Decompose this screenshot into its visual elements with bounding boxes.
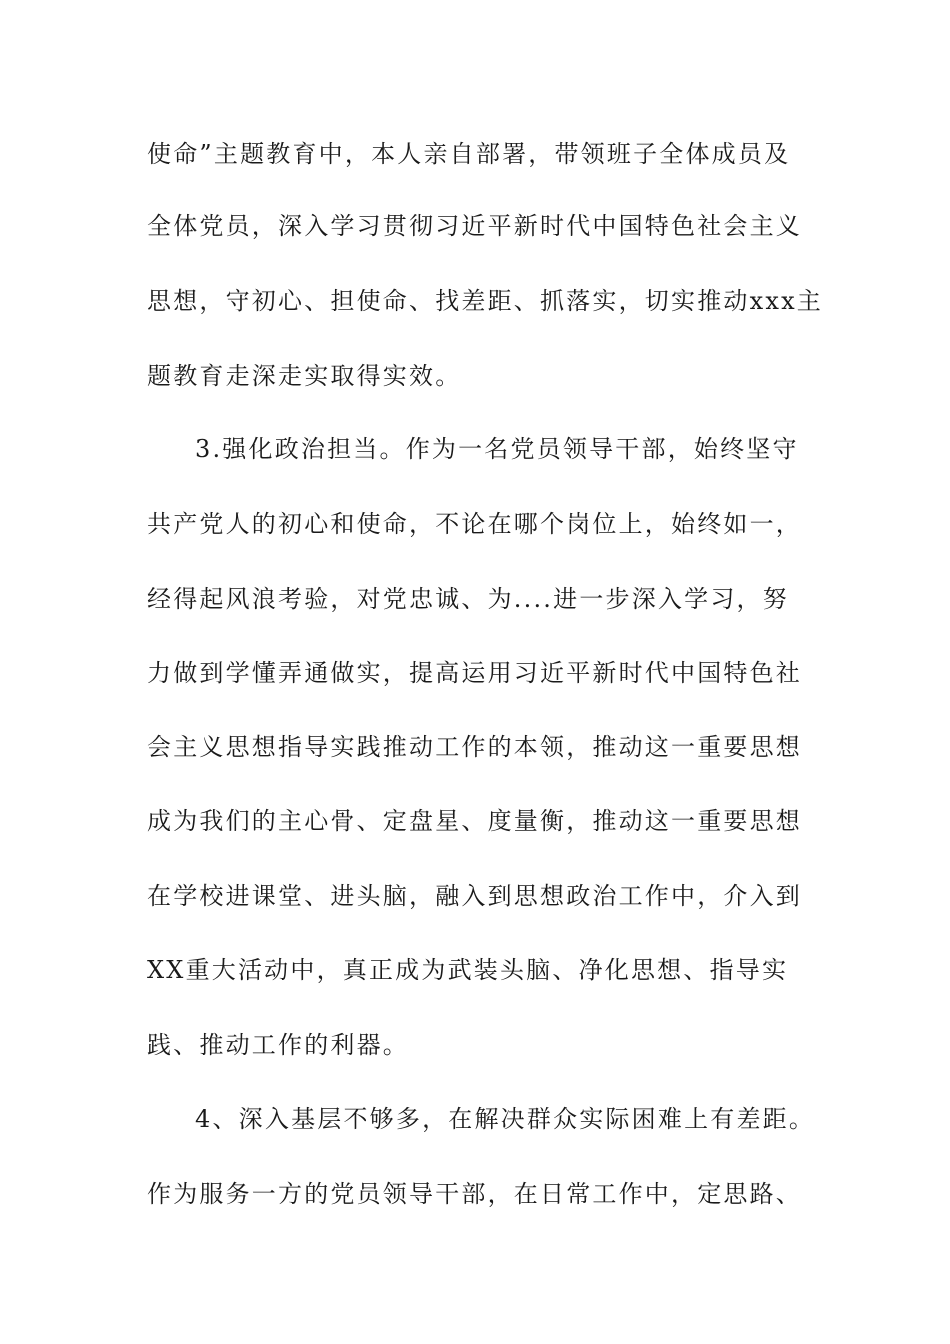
text-line: XX重大活动中，真正成为武装头脑、净化思想、指导实: [147, 956, 789, 984]
text-line: 使命”主题教育中，本人亲自部署，带领班子全体成员及: [147, 140, 791, 168]
text-line: 力做到学懂弄通做实，提高运用习近平新时代中国特色社: [147, 659, 802, 687]
text-line: 题教育走深走实取得实效。: [147, 362, 462, 390]
text-line: 共产党人的初心和使命，不论在哪个岗位上，始终如一，: [147, 510, 802, 538]
paragraph-start-line: 4、深入基层不够多，在解决群众实际困难上有差距。: [195, 1105, 816, 1133]
paragraph-start-line: 3.强化政治担当。作为一名党员领导干部，始终坚守: [195, 435, 799, 463]
text-line: 在学校进课堂、进头脑，融入到思想政治工作中，介入到: [147, 882, 802, 910]
text-line: 践、推动工作的利器。: [147, 1031, 409, 1059]
text-line: 思想，守初心、担使命、找差距、抓落实，切实推动xxx主: [147, 287, 824, 315]
text-line: 作为服务一方的党员领导干部，在日常工作中，定思路、: [147, 1180, 802, 1208]
text-line: 成为我们的主心骨、定盘星、度量衡，推动这一重要思想: [147, 807, 802, 835]
text-line: 会主义思想指导实践推动工作的本领，推动这一重要思想: [147, 733, 802, 761]
text-line: 全体党员，深入学习贯彻习近平新时代中国特色社会主义: [147, 212, 802, 240]
text-line: 经得起风浪考验，对党忠诚、为....进一步深入学习，努: [147, 585, 789, 613]
